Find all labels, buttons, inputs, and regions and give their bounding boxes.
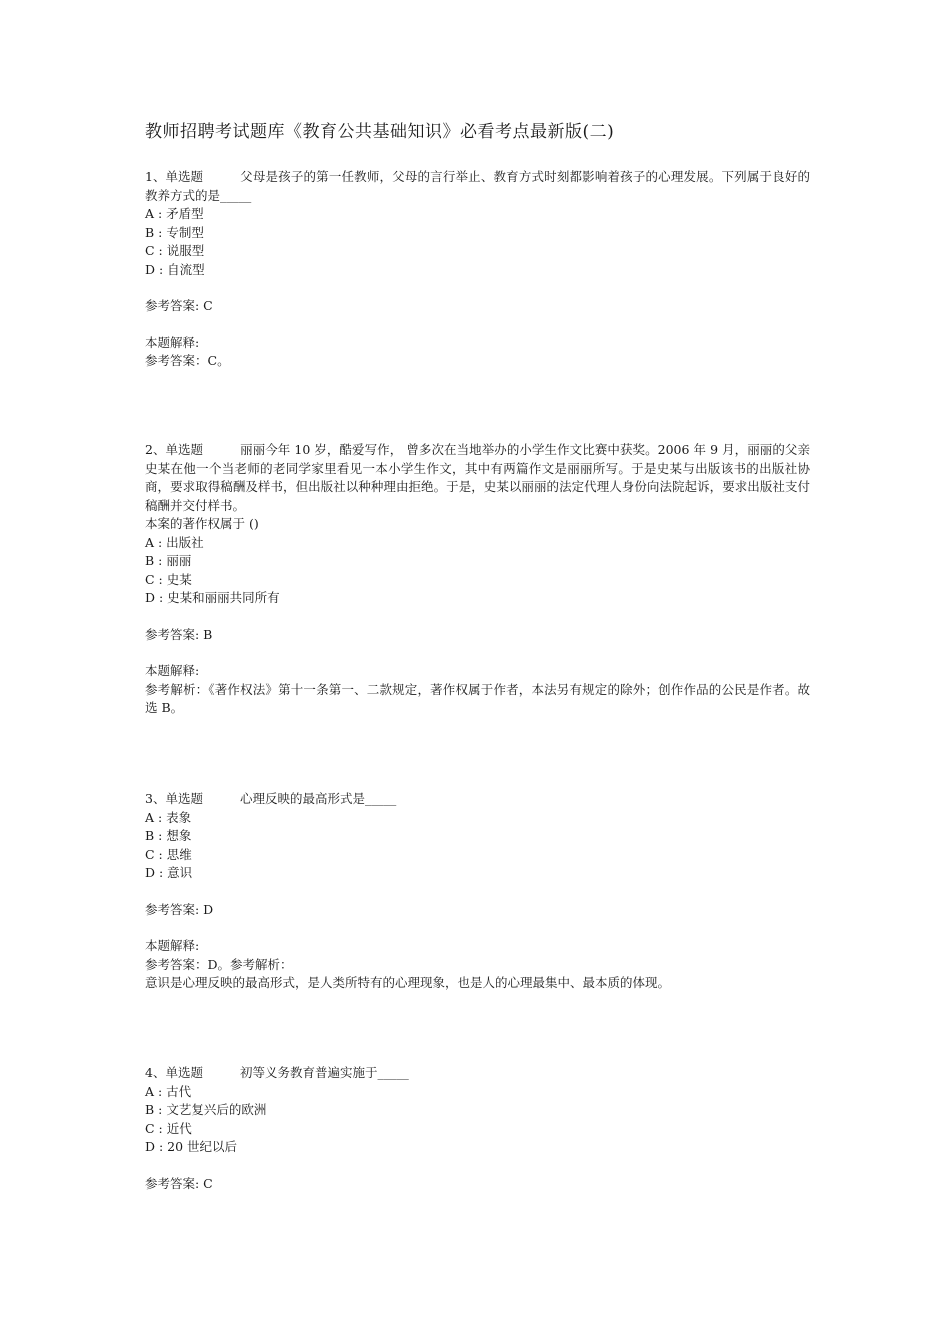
option-a: A : 矛盾型 (145, 206, 204, 221)
option-b: B : 专制型 (145, 224, 204, 240)
option-d: D : 意识 (145, 865, 193, 880)
question-2 (145, 441, 810, 718)
question-type: 3、单选题 (145, 791, 203, 806)
question-text: 父母是孩子的第一任教师，父母的言行举止、教育方式时刻都影响着孩子的心理发展。下列属于良好的教养方式的是_____ (145, 169, 810, 203)
option-c: C : 说服型 (145, 243, 205, 258)
explanation-text: 参考解析：《著作权法》第十一条第一、二款规定，著作权属于作者，本法另有规定的除外；创作作品的公民是作者。故选 B。 (145, 681, 810, 715)
option-b: B : 丽丽 (145, 553, 192, 568)
explanation-text: 参考答案：C。 (145, 353, 230, 368)
question-stem (145, 441, 810, 515)
explanation-text: 参考答案：D。参考解析： (145, 956, 293, 972)
question-text: 初等义务教育普遍实施于_____ (240, 1065, 409, 1080)
question-1 (145, 168, 810, 371)
question-3 (145, 790, 810, 993)
answer: 参考答案: C (145, 298, 213, 313)
question-stem (145, 168, 810, 205)
answer: 参考答案: C (145, 1175, 213, 1191)
option-d: D : 史某和丽丽共同所有 (145, 590, 280, 605)
question-type: 1、单选题 (145, 169, 203, 184)
option-c: C : 近代 (145, 1120, 192, 1136)
question-type: 2、单选题 (145, 442, 203, 457)
option-a: A : 表象 (145, 809, 192, 825)
option-a: A : 出版社 (145, 534, 204, 550)
answer: 参考答案: B (145, 626, 213, 642)
option-c: C : 思维 (145, 846, 192, 862)
option-b: B : 想象 (145, 828, 192, 843)
option-c: C : 史某 (145, 571, 192, 587)
question-stem (145, 1064, 810, 1083)
document-title: 教师招聘考试题库《教育公共基础知识》必看考点最新版(二) (145, 122, 615, 142)
question-text: 丽丽今年 10 岁，酷爱写作， 曾多次在当地举办的小学生作文比赛中获奖。2006 年 9 月，丽丽的父亲史某在他一个当老师的老同学家里看见一本小学生作文，其中有两篇作文是丽丽所写。于是史某与出版该书的出版社协商，要求取得稿酬及样书，但出版社以种种理由拒绝。于是，史某以丽丽的法定代理人身份向法院起诉，要求出版社支付稿酬并交付样书。 (145, 442, 810, 513)
option-b: B : 文艺复兴后的欧洲 (145, 1102, 267, 1117)
option-d: D : 20 世纪以后 (145, 1139, 238, 1154)
explanation-text: 意识是心理反映的最高形式，是人类所特有的心理现象，也是人的心理最集中、最本质的体现。 (145, 975, 671, 990)
question-subprompt: 本案的著作权属于 () (145, 516, 259, 531)
question-4 (145, 1064, 810, 1193)
option-a: A : 古代 (145, 1083, 192, 1099)
answer: 参考答案: D (145, 901, 214, 917)
explanation-label: 本题解释: (145, 938, 200, 953)
question-type: 4、单选题 (145, 1065, 203, 1080)
option-d: D : 自流型 (145, 261, 205, 277)
question-text: 心理反映的最高形式是_____ (240, 791, 397, 806)
explanation-label: 本题解释: (145, 663, 200, 678)
explanation-label: 本题解释: (145, 334, 200, 350)
question-stem (145, 790, 810, 809)
